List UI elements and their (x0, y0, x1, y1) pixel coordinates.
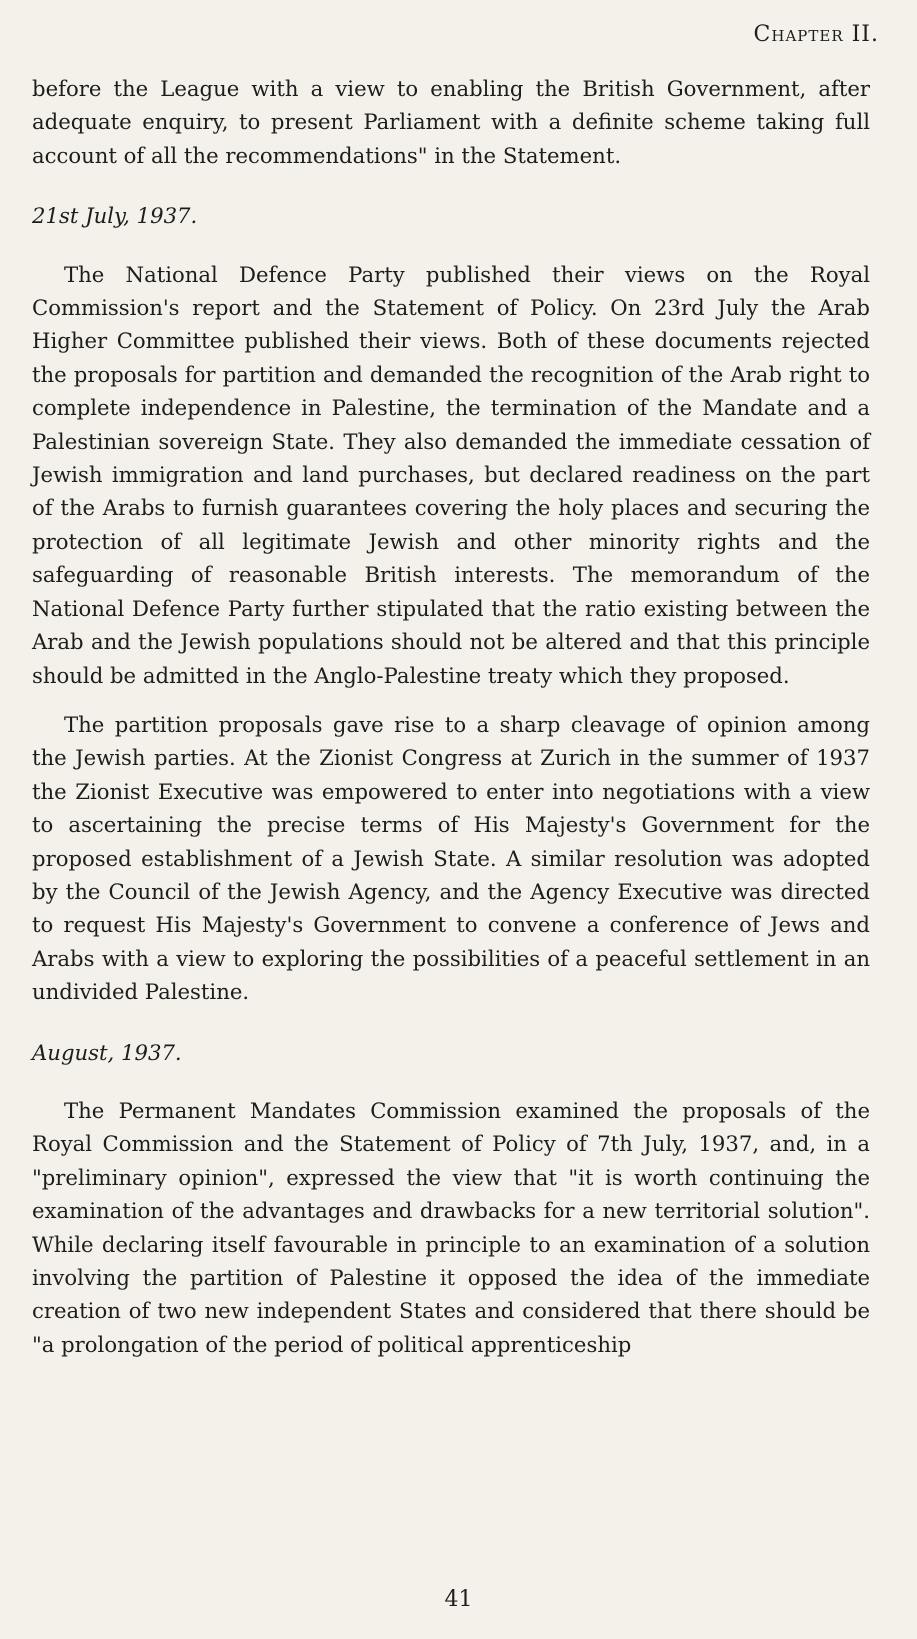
body-text (32, 72, 870, 1361)
paragraph-gap (32, 692, 870, 708)
date-heading-august: August, 1937. (32, 1039, 182, 1065)
august-paragraph: The Permanent Mandates Commission examined the proposals of the Royal Commission and the Statement of Policy of 7th July, 1937, and, in a "preliminary opinion", expressed the view that "it is worth continuing the examination of the advantages and drawbacks for a new territorial solution". While declaring itself favourable in principle to an examination of a solution involving the partition of Palestine it opposed the idea of the immediate creation of two new independent States and considered that there should be "a prolongation of the period of political apprenticeship (32, 1097, 870, 1357)
chapter-header: Chapter II. (753, 22, 879, 47)
intro-paragraph: before the League with a view to enabling the British Government, after adequate enquiry, to present Parliament with a definite scheme taking full account of all the recommendations" in the Statement. (32, 76, 870, 168)
july-paragraph-2: The partition proposals gave rise to a sharp cleavage of opinion among the Jewish parties. At the Zionist Congress at Zurich in the summer of 1937 the Zionist Executive was empowered to enter into negotiations with a view to ascertaining the precise terms of His Majesty's Government for the proposed establishment of a Jewish State. A similar resolution was adopted by the Council of the Jewish Agency, and the Agency Executive was directed to request His Majesty's Government to convene a conference of Jews and Arabs with a view to exploring the possibilities of a peaceful settlement in an undivided Palestine. (32, 711, 870, 1005)
page-number: 41 (444, 1587, 473, 1612)
date-heading-july: 21st July, 1937. (32, 203, 198, 229)
july-paragraph-1: The National Defence Party published their views on the Royal Commission's report and the Statement of Policy. On 23rd July the Arab Higher Committee published their views. Both of these documents rejected the proposals for partition and demanded the recognition of the Arab right to complete independence in Palestine, the termination of the Mandate and a Palestinian sovereign State. They also demanded the immediate cessation of Jewish immigration and land purchases, but declared readiness on the part of the Arabs to furnish guarantees covering the holy places and securing the protection of all legitimate Jewish and other minority rights and the safeguarding of reasonable British interests. The memorandum of the National Defence Party further stipulated that the ratio existing between the Arab and the Jewish populations should not be altered and that this principle should be admitted in the Anglo-Palestine treaty which they proposed. (32, 261, 870, 688)
